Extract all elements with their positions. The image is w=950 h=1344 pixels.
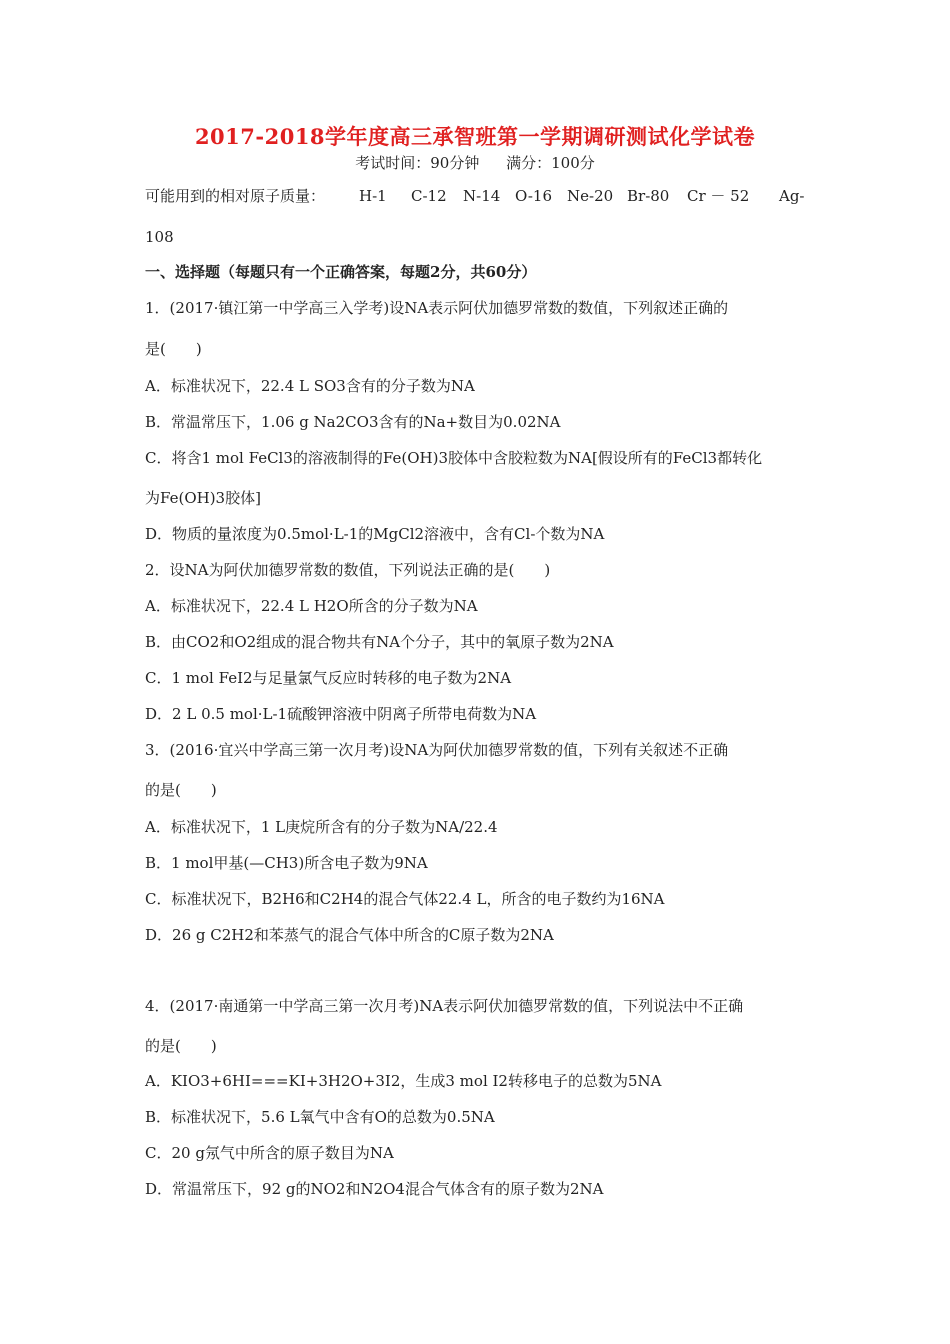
option-a: A．KIO3+6HI===KI+3H2O+3I2，生成3 mol I2转移电子的总数为5NA [145,1072,662,1090]
option-d: D．2 L 0.5 mol·L-1硫酸钾溶液中阴离子所带电荷数为NA [145,705,537,723]
atomic-mass-item: Ne-20 [567,187,614,205]
option-b: B．由CO2和O2组成的混合物共有NA个分子，其中的氧原子数为2NA [145,633,614,651]
question-stem-wrap: 是( ) [145,340,202,358]
option-c: C．20 g氖气中所含的原子数目为NA [145,1144,394,1162]
atomic-mass-item: H-1 [359,187,387,205]
option-a: A．标准状况下，22.4 L SO3含有的分子数为NA [145,377,475,395]
option-d: D．常温常压下，92 g的NO2和N2O4混合气体含有的原子数为2NA [145,1180,604,1198]
question-stem: 1．(2017·镇江第一中学高三入学考)设NA表示阿伏加德罗常数的数值，下列叙述正确的 [145,299,729,317]
atomic-mass-item: Br-80 [627,187,670,205]
atomic-mass-wrap: 108 [145,228,174,246]
atomic-mass-label: 可能用到的相对原子质量： [145,187,326,205]
question-stem: 3．(2016·宜兴中学高三第一次月考)设NA为阿伏加德罗常数的值，下列有关叙述不正确 [145,741,729,759]
atomic-mass-item: O-16 [515,187,553,205]
exam-info [0,152,950,173]
option-c-wrap: 为Fe(OH)3胶体] [145,489,261,507]
atomic-mass-item: N-14 [463,187,501,205]
option-b: B．常温常压下，1.06 g Na2CO3含有的Na+数目为0.02NA [145,413,561,431]
question-stem-wrap: 的是( ) [145,781,217,799]
option-c: C．1 mol FeI2与足量氯气反应时转移的电子数为2NA [145,669,512,687]
full-score: 满分：100分 [506,154,595,172]
option-b: B．1 mol甲基(—CH3)所含电子数为9NA [145,854,428,872]
option-a: A．标准状况下，1 L庚烷所含有的分子数为NA/22.4 [145,818,498,836]
option-a: A．标准状况下，22.4 L H2O所含的分子数为NA [145,597,478,615]
option-d: D．物质的量浓度为0.5mol·L-1的MgCl2溶液中，含有Cl-个数为NA [145,525,605,543]
exam-title: 2017-2018学年度高三承智班第一学期调研测试化学试卷 [194,124,756,149]
exam-time: 考试时间：90分钟 [355,154,480,172]
section-heading: 一、选择题（每题只有一个正确答案，每题2分，共60分） [145,263,537,281]
atomic-mass-item: Ag- [779,187,805,205]
atomic-mass-item: Cr － 52 [687,187,750,205]
atomic-mass-item: C-12 [411,187,447,205]
atomic-mass-line [145,186,815,206]
question-stem-wrap: 的是( ) [145,1037,217,1055]
question-stem: 2．设NA为阿伏加德罗常数的数值，下列说法正确的是( ) [145,561,551,579]
question-stem: 4．(2017·南通第一中学高三第一次月考)NA表示阿伏加德罗常数的值，下列说法中不正确 [145,997,744,1015]
option-b: B．标准状况下，5.6 L氧气中含有O的总数为0.5NA [145,1108,495,1126]
option-d: D．26 g C2H2和苯蒸气的混合气体中所含的C原子数为2NA [145,926,554,944]
option-c: C．将含1 mol FeCl3的溶液制得的Fe(OH)3胶体中含胶粒数为NA[假设所有的FeCl3都转化 [145,449,763,467]
option-c: C．标准状况下，B2H6和C2H4的混合气体22.4 L，所含的电子数约为16NA [145,890,665,908]
